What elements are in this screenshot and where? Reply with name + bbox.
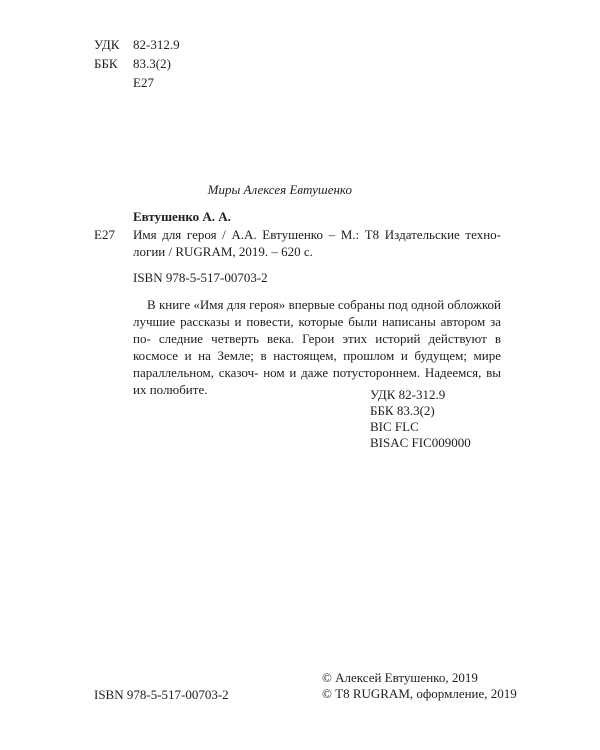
bisac-code: BISAC FIC009000	[370, 435, 471, 450]
udk-label: УДК	[94, 37, 120, 52]
classification-block	[94, 35, 180, 92]
bic-code: BIC FLC	[370, 419, 419, 434]
copyright-publisher: © Т8 RUGRAM, оформление, 2019	[322, 686, 517, 701]
catalog-description: Имя для героя / А.А. Евтушенко – М.: Т8 Издательские техно- логии / RUGRAM, 2019. – 620 с.	[133, 227, 501, 259]
series-title: Миры Алексея Евтушенко	[207, 182, 352, 197]
udk-row	[94, 35, 180, 54]
annotation: В книге «Имя для героя» впервые собраны под одной обложкой лучшие рассказы и повести, которые были написаны автором за по- следние четверть века. Герои этих историй действуют в космосе и на Земле; в настоящем, прошлом и будущем; мире параллельном, сказоч- ном и даже потустороннем. Надеемся, вы их полюбите.	[133, 297, 501, 397]
copyright-block	[322, 670, 517, 702]
catalog-author-mark: Е27	[94, 227, 115, 242]
classification-right	[370, 387, 471, 451]
catalog-isbn: ISBN 978-5-517-00703-2	[133, 270, 268, 285]
author-mark-top: Е27	[133, 75, 154, 90]
bbk-label: ББК	[94, 56, 118, 71]
udk-right: УДК 82-312.9	[370, 387, 446, 402]
copyright-author: © Алексей Евтушенко, 2019	[322, 670, 478, 685]
bbk-row	[94, 54, 180, 73]
catalog-author: Евтушенко А. А.	[133, 209, 231, 224]
bbk-value: 83.3(2)	[133, 56, 171, 71]
footer-isbn: ISBN 978-5-517-00703-2	[94, 687, 229, 702]
bbk-right: ББК 83.3(2)	[370, 403, 435, 418]
udk-value: 82-312.9	[133, 37, 180, 52]
